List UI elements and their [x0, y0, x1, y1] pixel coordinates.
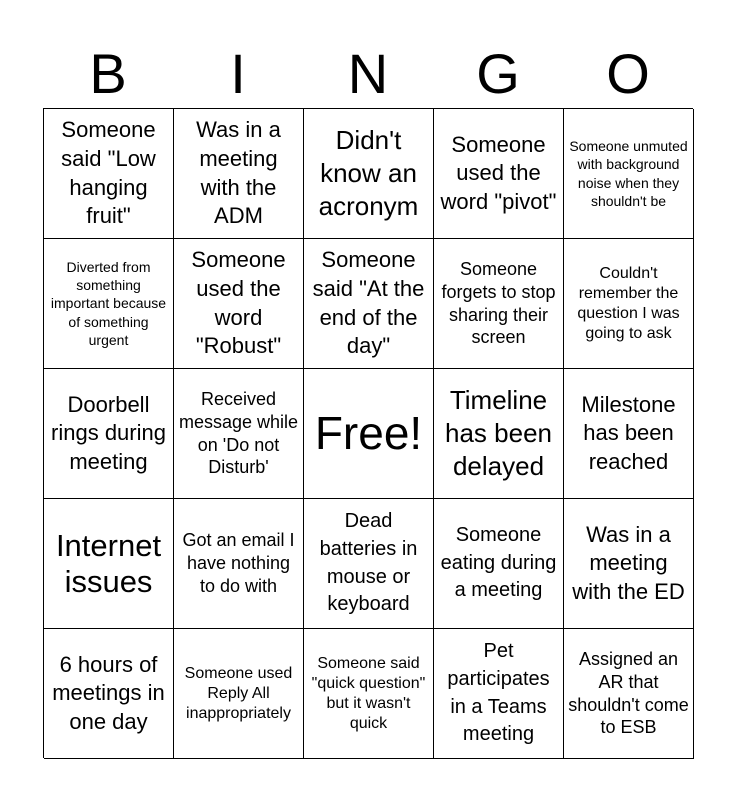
header-letter-i: I [230, 42, 246, 105]
free-space-text: Free! [314, 407, 423, 460]
cell-text: Someone used the word "pivot" [440, 131, 557, 214]
bingo-cell-r1c4[interactable] [434, 109, 564, 239]
cell-text: Didn't know an acronym [318, 124, 419, 221]
bingo-cell-r4c2[interactable] [174, 499, 304, 629]
cell-text: Couldn't remember the question I was going to ask [577, 264, 680, 342]
bingo-cell-free[interactable] [304, 369, 434, 499]
cell-text: Someone said "quick question" but it wasn't quick [311, 654, 426, 732]
bingo-cell-r1c3[interactable] [304, 109, 434, 239]
bingo-cell-r4c1[interactable] [44, 499, 174, 629]
header-letter-b: B [89, 42, 127, 105]
header-letter-o: O [606, 42, 650, 105]
bingo-cell-r3c2[interactable] [174, 369, 304, 499]
cell-text: Doorbell rings during meeting [51, 391, 166, 474]
bingo-cell-r4c5[interactable] [564, 499, 694, 629]
cell-text: Internet issues [55, 528, 162, 599]
cell-text: Was in a meeting with the ED [572, 521, 685, 604]
bingo-grid [43, 108, 693, 758]
cell-text: Timeline has been delayed [445, 384, 552, 481]
cell-text: Someone used the word "Robust" [191, 247, 286, 359]
cell-text: Assigned an AR that shouldn't come to ESB [568, 648, 689, 738]
bingo-cell-r1c5[interactable] [564, 109, 694, 239]
cell-text: Was in a meeting with the ADM [196, 117, 281, 229]
cell-text: Diverted from something important because of something urgent [50, 259, 167, 348]
bingo-cell-r5c3[interactable] [304, 629, 434, 759]
cell-text: Someone said "At the end of the day" [312, 247, 425, 359]
bingo-cell-r2c5[interactable] [564, 239, 694, 369]
cell-text: Got an email I have nothing to do with [182, 530, 295, 596]
cell-text: Received message while on 'Do not Disturb' [178, 388, 299, 478]
cell-text: Milestone has been reached [581, 391, 676, 474]
cell-text: Someone unmuted with background noise when they shouldn't be [569, 138, 688, 209]
cell-text: Someone said "Low hanging fruit" [61, 117, 156, 229]
cell-text: Dead batteries in mouse or keyboard [319, 510, 418, 616]
bingo-header [43, 40, 693, 108]
cell-text: Someone eating during a meeting [440, 524, 557, 602]
bingo-cell-r1c2[interactable] [174, 109, 304, 239]
cell-text: Pet participates in a Teams meeting [447, 640, 550, 746]
bingo-cell-r3c4[interactable] [434, 369, 564, 499]
bingo-cell-r2c4[interactable] [434, 239, 564, 369]
cell-text: Someone forgets to stop sharing their screen [441, 258, 556, 348]
bingo-cell-r1c1[interactable] [44, 109, 174, 239]
header-letter-g: G [476, 42, 520, 105]
bingo-cell-r5c1[interactable] [44, 629, 174, 759]
cell-text: 6 hours of meetings in one day [52, 651, 165, 734]
bingo-cell-r4c3[interactable] [304, 499, 434, 629]
bingo-cell-r2c1[interactable] [44, 239, 174, 369]
bingo-cell-r5c4[interactable] [434, 629, 564, 759]
bingo-cell-r2c2[interactable] [174, 239, 304, 369]
cell-text: Someone used Reply All inappropriately [184, 664, 293, 722]
bingo-cell-r5c5[interactable] [564, 629, 694, 759]
header-letter-n: N [347, 42, 389, 105]
bingo-cell-r3c5[interactable] [564, 369, 694, 499]
bingo-cell-r5c2[interactable] [174, 629, 304, 759]
bingo-cell-r4c4[interactable] [434, 499, 564, 629]
bingo-cell-r2c3[interactable] [304, 239, 434, 369]
bingo-cell-r3c1[interactable] [44, 369, 174, 499]
